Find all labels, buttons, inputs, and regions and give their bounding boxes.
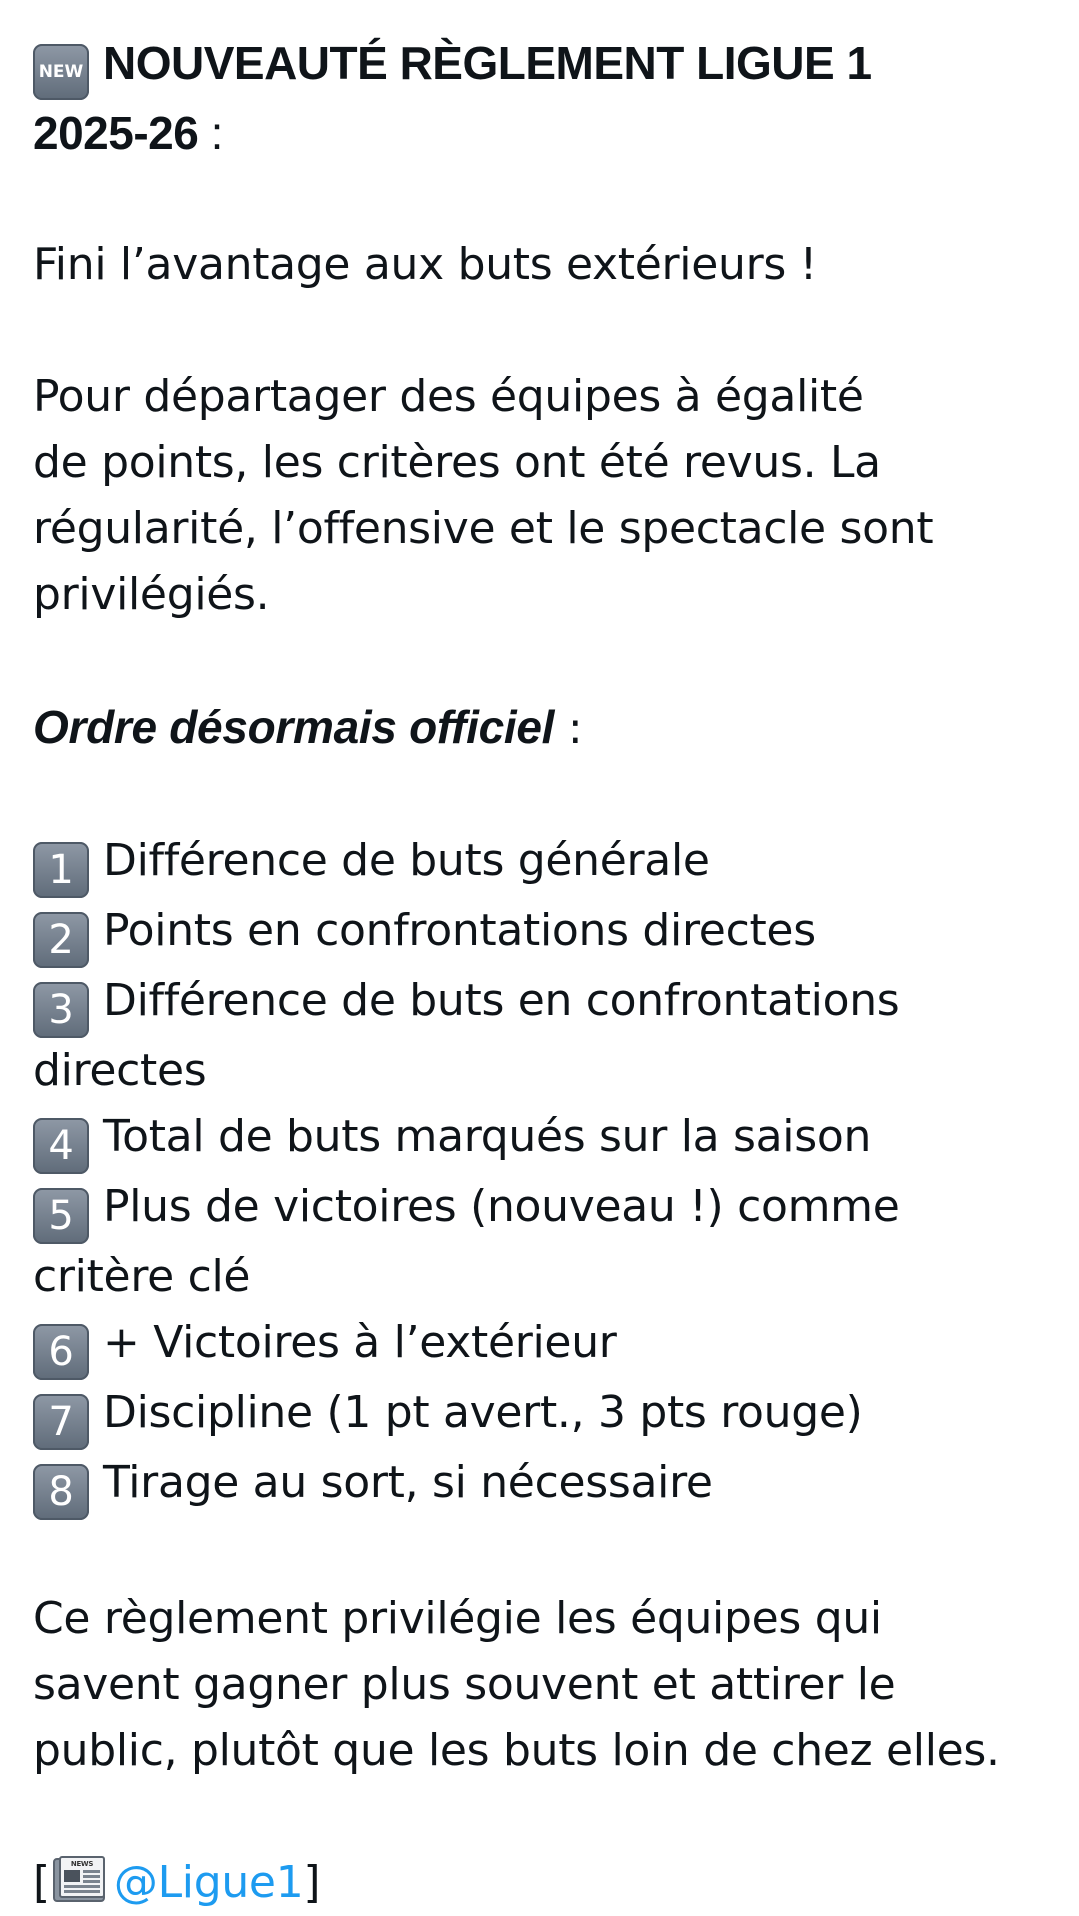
conclusion-line: public, plutôt que les buts loin de chez elles. [33,1725,1000,1776]
criteria-list [33,828,1057,1520]
explanation-paragraph [33,364,1057,628]
criterion-text: Total de buts marqués sur la saison [103,1111,872,1162]
criterion-text: Points en confrontations directes [103,905,816,956]
criterion-item [33,1380,1057,1450]
keycap-8-icon: 8 [33,1464,89,1520]
criterion-item [33,968,1057,1038]
paragraph-line: privilégiés. [33,569,270,620]
intro-text: Fini l’avantage aux buts extérieurs ! [33,239,818,290]
spacer [33,762,1057,828]
spacer [33,1520,1057,1586]
order-heading [33,694,1057,762]
keycap-7-icon: 7 [33,1394,89,1450]
new-badge-icon: NEW [33,44,89,100]
source-open-bracket: [ [33,1857,50,1908]
criterion-text: Tirage au sort, si nécessaire [103,1457,713,1508]
source-line [33,1850,1057,1916]
spacer [33,298,1057,364]
source-close-bracket: ] [303,1857,321,1908]
keycap-3-icon: 3 [33,982,89,1038]
criterion-continuation: directes [33,1045,207,1096]
newspaper-icon [52,1855,112,1905]
spacer [33,166,1057,232]
spacer [33,1784,1057,1850]
ligue1-mention-link[interactable]: @Ligue1 [113,1857,304,1908]
headline-title: NOUVEAUTÉ RÈGLEMENT LIGUE 1 [103,37,872,89]
keycap-6-icon: 6 [33,1324,89,1380]
order-colon: : [554,703,583,754]
headline-line-1 [33,30,1057,100]
criterion-text: Discipline (1 pt avert., 3 pts rouge) [103,1387,863,1438]
criterion-text: + Victoires à l’extérieur [103,1317,617,1368]
keycap-5-icon: 5 [33,1188,89,1244]
criterion-text: Différence de buts en confrontations [103,975,900,1026]
spacer [33,628,1057,694]
criterion-continuation: critère clé [33,1251,251,1302]
headline-colon: : [198,107,223,159]
headline-line-2 [33,100,1057,166]
criterion-item [33,1174,1057,1244]
headline-season: 2025-26 [33,107,199,159]
criterion-item [33,1310,1057,1380]
criterion-item [33,898,1057,968]
keycap-1-icon: 1 [33,842,89,898]
keycap-2-icon: 2 [33,912,89,968]
conclusion-line: Ce règlement privilégie les équipes qui [33,1593,882,1644]
criterion-item [33,828,1057,898]
conclusion-line: savent gagner plus souvent et attirer le [33,1659,896,1710]
criterion-item [33,1450,1057,1520]
criterion-text: Différence de buts générale [103,835,710,886]
paragraph-line: Pour départager des équipes à égalité [33,371,864,422]
paragraph-line: régularité, l’offensive et le spectacle sont [33,503,934,554]
newspaper-masthead: NEWS [70,1860,93,1868]
keycap-4-icon: 4 [33,1118,89,1174]
criterion-text: Plus de victoires (nouveau !) comme [103,1181,900,1232]
order-title: Ordre désormais officiel [33,701,555,753]
criterion-item [33,1104,1057,1174]
paragraph-line: de points, les critères ont été revus. La [33,437,881,488]
conclusion-paragraph [33,1586,1057,1784]
